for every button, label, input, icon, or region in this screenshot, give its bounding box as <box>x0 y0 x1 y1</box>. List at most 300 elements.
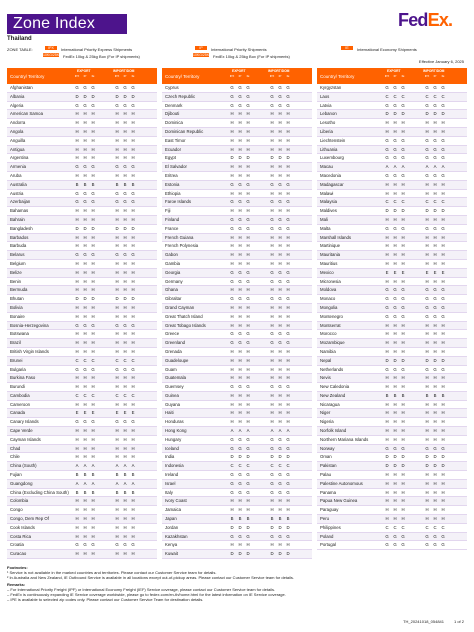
zone-cell: H <box>286 348 290 354</box>
zone-cell: H <box>393 234 397 240</box>
table-row <box>162 436 312 445</box>
country-name: Honduras <box>165 419 184 425</box>
zone-cell: G <box>393 137 397 143</box>
country-name: Morocco <box>320 331 337 337</box>
zone-cell: C <box>230 463 234 469</box>
zone-cell: H <box>238 357 242 363</box>
zone-cell: H <box>131 208 135 214</box>
table-row <box>162 541 312 550</box>
zone-cell: H <box>131 348 135 354</box>
zone-cell: G <box>91 252 95 258</box>
zone-cell: H <box>401 401 405 407</box>
zone-cell: H <box>238 322 242 328</box>
table-row <box>162 260 312 269</box>
zone-cell: H <box>75 243 79 249</box>
service-subheader: IP <box>393 74 397 78</box>
zone-cell: G <box>246 93 250 99</box>
zone-cell: G <box>286 445 290 451</box>
country-name: Bolivia <box>10 304 23 310</box>
zone-cell: H <box>433 410 437 416</box>
zone-cell: H <box>115 260 119 266</box>
zone-cell: H <box>278 392 282 398</box>
zone-cell: H <box>123 401 127 407</box>
table-row <box>162 207 312 216</box>
table-row <box>317 480 467 489</box>
zone-cell: H <box>115 269 119 275</box>
zone-cell: G <box>393 225 397 231</box>
zone-cell: H <box>286 120 290 126</box>
zone-cell: A <box>385 164 389 170</box>
zone-cell: C <box>115 392 119 398</box>
table-row <box>7 436 157 445</box>
zone-cell: G <box>270 216 274 222</box>
zone-cell: H <box>278 348 282 354</box>
zone-cell: G <box>238 533 242 539</box>
zone-cell: H <box>115 401 119 407</box>
zone-cell: A <box>286 428 290 434</box>
service-subheader: IP <box>83 74 87 78</box>
table-row <box>317 524 467 533</box>
zone-cell: H <box>115 146 119 152</box>
zone-cell: H <box>75 172 79 178</box>
zone-cell: H <box>230 260 234 266</box>
zone-cell: A <box>123 480 127 486</box>
country-name: Guyana <box>165 401 181 407</box>
zone-cell: G <box>115 419 119 425</box>
zone-cell: H <box>131 146 135 152</box>
zone-cell: G <box>131 85 135 90</box>
zone-cell: H <box>123 304 127 310</box>
zone-cell: G <box>238 216 242 222</box>
zone-cell: H <box>115 507 119 513</box>
table-row <box>162 295 312 304</box>
zone-cell: B <box>278 516 282 522</box>
zone-cell: C <box>393 93 397 99</box>
zone-cell: H <box>270 392 274 398</box>
zone-cell: D <box>393 208 397 214</box>
country-name: Lithuania <box>320 146 338 152</box>
zone-cell: H <box>83 340 87 346</box>
table-row <box>162 427 312 436</box>
zone-cell: G <box>83 190 87 196</box>
table-row <box>317 181 467 190</box>
zone-cell: E <box>131 410 135 416</box>
zone-cell: H <box>425 340 429 346</box>
service-subheader: IP <box>278 74 282 78</box>
zone-cell: H <box>230 542 234 548</box>
zone-cell: H <box>83 428 87 434</box>
zone-cell: B <box>131 181 135 187</box>
table-row <box>7 163 157 172</box>
zone-cell: H <box>115 243 119 249</box>
zone-cell: G <box>91 85 95 90</box>
remark-2: – FedEx is continuously expanding IE Service coverage worldwide, please go to fedex.com/en-th/home.html for the latest information on IE Service coverage. <box>7 592 286 597</box>
zone-cell: H <box>238 366 242 372</box>
table-row <box>162 524 312 533</box>
zone-cell: H <box>131 128 135 134</box>
zone-cell: G <box>441 296 445 302</box>
zone-cell: H <box>433 489 437 495</box>
zone-cell: B <box>385 392 389 398</box>
table-row <box>317 339 467 348</box>
zone-cell: H <box>270 348 274 354</box>
zone-cell: H <box>270 137 274 143</box>
zone-cell: H <box>433 331 437 337</box>
zone-cell: B <box>83 472 87 478</box>
zone-cell: H <box>230 137 234 143</box>
zone-cell: G <box>270 296 274 302</box>
zone-cell: H <box>270 252 274 258</box>
zone-cell: G <box>393 85 397 90</box>
remark-1: – For International Priority Freight (IPF) or International Economy Freight (IEF) Service coverage, please contact our Customer Service team for details. <box>7 587 276 592</box>
zone-cell: D <box>385 357 389 363</box>
table-row <box>317 251 467 260</box>
zone-cell: H <box>246 111 250 117</box>
zone-cell: H <box>433 480 437 486</box>
table-row <box>162 401 312 410</box>
zone-cell: H <box>230 348 234 354</box>
country-name: Cameroon <box>10 401 31 407</box>
zone-cell: H <box>83 348 87 354</box>
zone-cell: D <box>401 454 405 460</box>
country-name: Grenada <box>165 348 182 354</box>
table-row <box>317 533 467 542</box>
zone-cell: G <box>425 542 429 548</box>
table-row <box>7 251 157 260</box>
table-row <box>317 374 467 383</box>
zone-cell: D <box>441 463 445 469</box>
legend-badge-ipx: IPX <box>45 46 57 50</box>
zone-cell: G <box>393 296 397 302</box>
service-subheader: IE <box>286 74 290 78</box>
zone-cell: E <box>393 269 397 275</box>
zone-cell: G <box>246 85 250 90</box>
page-number: 1 of 2 <box>453 619 464 624</box>
zone-cell: G <box>441 304 445 310</box>
country-name: Papua New Guinea <box>320 498 358 504</box>
zone-cell: D <box>131 93 135 99</box>
zone-cell: A <box>393 164 397 170</box>
zone-cell: H <box>433 216 437 222</box>
zone-cell: G <box>75 190 79 196</box>
country-name: Costa Rica <box>10 533 32 539</box>
country-name: Mali <box>320 216 328 222</box>
zone-cell: H <box>278 410 282 416</box>
zone-cell: G <box>401 155 405 161</box>
zone-cell: H <box>83 516 87 522</box>
zone-cell: D <box>238 155 242 161</box>
zone-cell: H <box>401 216 405 222</box>
zone-cell: G <box>246 199 250 205</box>
table-row <box>162 225 312 234</box>
zone-cell: H <box>83 128 87 134</box>
footnote-2: ² In Australia and New Zealand, IE Outbound Service is available in all locations except out-of-pickup areas. Please contact our Customer Service team for details. <box>7 575 295 580</box>
zone-cell: H <box>441 348 445 354</box>
country-name: Guernsey <box>165 384 184 390</box>
table-row <box>162 198 312 207</box>
zone-cell: H <box>123 155 127 161</box>
zone-cell: H <box>91 304 95 310</box>
zone-cell: D <box>441 208 445 214</box>
zone-cell: H <box>246 164 250 170</box>
zone-cell: H <box>270 260 274 266</box>
zone-cell: G <box>393 102 397 108</box>
zone-cell: H <box>385 260 389 266</box>
service-subheader: IPX <box>269 74 275 78</box>
zone-cell: G <box>433 533 437 539</box>
country-name: Curacao <box>10 551 27 557</box>
zone-cell: G <box>270 340 274 346</box>
country-name: Afghanistan <box>10 85 33 90</box>
zone-cell: H <box>238 498 242 504</box>
zone-cell: G <box>238 269 242 275</box>
zone-cell: G <box>385 102 389 108</box>
zone-cell: G <box>433 287 437 293</box>
country-name: Nevis <box>320 375 331 381</box>
zone-cell: H <box>83 172 87 178</box>
zone-cell: G <box>91 190 95 196</box>
table-row <box>7 93 157 102</box>
table-row <box>162 445 312 454</box>
zone-cell: H <box>75 524 79 530</box>
country-name: Guinea <box>165 392 179 398</box>
country-name: India <box>165 454 175 460</box>
table-row <box>162 269 312 278</box>
zone-cell: G <box>385 287 389 293</box>
zone-cell: H <box>425 243 429 249</box>
zone-cell: A <box>425 164 429 170</box>
zone-cell: H <box>131 507 135 513</box>
footnote-1: ¹ Service is not available in the marked countries and territories. Please contact our Customer Service team for details. <box>7 570 217 575</box>
zone-cell: E <box>385 269 389 275</box>
zone-cell: B <box>131 489 135 495</box>
zone-cell: C <box>123 357 127 363</box>
zone-cell: H <box>246 410 250 416</box>
zone-cell: G <box>238 278 242 284</box>
zone-cell: C <box>238 463 242 469</box>
zone-cell: H <box>115 524 119 530</box>
zone-cell: G <box>230 278 234 284</box>
zone-cell: C <box>433 93 437 99</box>
zone-cell: H <box>425 120 429 126</box>
zone-cell: H <box>278 313 282 319</box>
zone-cell: H <box>433 436 437 442</box>
zone-cell: H <box>131 401 135 407</box>
zone-cell: H <box>425 260 429 266</box>
zone-cell: G <box>83 164 87 170</box>
zone-cell: G <box>131 102 135 108</box>
zone-cell: G <box>238 102 242 108</box>
country-name: Bahamas <box>10 208 29 214</box>
zone-cell: G <box>230 445 234 451</box>
zone-cell: G <box>91 542 95 548</box>
zone-cell: G <box>270 269 274 275</box>
zone-cell: D <box>286 155 290 161</box>
zone-cell: G <box>270 85 274 90</box>
zone-cell: H <box>131 278 135 284</box>
zone-cell: G <box>75 366 79 372</box>
table-row <box>317 348 467 357</box>
zone-cell: G <box>246 340 250 346</box>
zone-cell: H <box>123 208 127 214</box>
zone-cell: H <box>278 243 282 249</box>
zone-cell: H <box>401 489 405 495</box>
zone-cell: H <box>270 498 274 504</box>
zone-cell: H <box>115 155 119 161</box>
zone-cell: D <box>385 463 389 469</box>
zone-cell: G <box>91 199 95 205</box>
zone-cell: G <box>393 313 397 319</box>
zone-cell: G <box>230 384 234 390</box>
country-name: Canary Islands <box>10 419 39 425</box>
zone-cell: H <box>75 384 79 390</box>
country-name: Malta <box>320 225 331 231</box>
zone-cell: H <box>401 278 405 284</box>
zone-cell: H <box>441 243 445 249</box>
column-header <box>162 68 312 84</box>
zone-cell: G <box>270 533 274 539</box>
country-name: Egypt <box>165 155 176 161</box>
service-subheader: IE <box>246 74 250 78</box>
zone-cell: H <box>123 260 127 266</box>
zone-cell: D <box>91 93 95 99</box>
zone-cell: G <box>425 304 429 310</box>
country-name: Haiti <box>165 410 174 416</box>
zone-cell: H <box>433 516 437 522</box>
zone-cell: G <box>425 287 429 293</box>
zone-cell: H <box>83 234 87 240</box>
table-row <box>317 313 467 322</box>
zone-cell: B <box>246 516 250 522</box>
import-header-label: IMPORT/DOM <box>268 69 290 73</box>
zone-cell: E <box>433 269 437 275</box>
zone-cell: C <box>441 524 445 530</box>
zone-cell: G <box>238 331 242 337</box>
zone-cell: G <box>393 542 397 548</box>
zone-cell: H <box>238 419 242 425</box>
table-row <box>7 102 157 111</box>
zone-cell: D <box>75 93 79 99</box>
zone-cell: H <box>425 181 429 187</box>
zone-cell: H <box>75 375 79 381</box>
country-name: Guam <box>165 366 177 372</box>
table-row <box>7 541 157 550</box>
country-name: Brazil <box>10 340 21 346</box>
zone-cell: H <box>385 216 389 222</box>
table-row <box>7 462 157 471</box>
zone-cell: B <box>91 181 95 187</box>
zone-cell: G <box>230 181 234 187</box>
zone-cell: G <box>286 472 290 478</box>
zone-cell: G <box>270 331 274 337</box>
zone-cell: C <box>91 392 95 398</box>
zone-cell: H <box>115 313 119 319</box>
zone-cell: D <box>75 225 79 231</box>
country-name: Lebanon <box>320 111 337 117</box>
country-name: Greenland <box>165 340 186 346</box>
service-subheader: IE <box>131 74 135 78</box>
zone-cell: H <box>385 348 389 354</box>
zone-cell: G <box>286 269 290 275</box>
zone-cell: H <box>278 146 282 152</box>
zone-cell: G <box>123 199 127 205</box>
service-subheader: IPX <box>74 74 80 78</box>
zone-cell: G <box>425 225 429 231</box>
zone-cell: D <box>246 524 250 530</box>
table-row <box>7 339 157 348</box>
zone-cell: H <box>75 533 79 539</box>
zone-cell: H <box>393 436 397 442</box>
zone-cell: G <box>246 216 250 222</box>
zone-cell: G <box>91 164 95 170</box>
zone-cell: G <box>441 155 445 161</box>
zone-cell: G <box>441 542 445 548</box>
zone-cell: H <box>246 208 250 214</box>
zone-cell: H <box>75 128 79 134</box>
zone-cell: H <box>433 384 437 390</box>
country-name: Guangdong <box>10 480 33 486</box>
zone-cell: H <box>393 260 397 266</box>
zone-cell: G <box>131 322 135 328</box>
zone-cell: C <box>393 524 397 530</box>
zone-cell: H <box>385 516 389 522</box>
zone-cell: H <box>131 120 135 126</box>
country-name: Malaysia <box>320 199 337 205</box>
country-name: Mauritius <box>320 260 338 266</box>
zone-cell: H <box>83 445 87 451</box>
zone-cell: G <box>278 278 282 284</box>
zone-cell: H <box>286 234 290 240</box>
zone-cell: H <box>385 190 389 196</box>
country-name: Paraguay <box>320 507 339 513</box>
zone-cell: G <box>425 313 429 319</box>
zone-cell: H <box>393 128 397 134</box>
effective-date: Effective January 6, 2025 <box>418 59 464 64</box>
zone-cell: H <box>393 419 397 425</box>
zone-cell: H <box>278 401 282 407</box>
zone-cell: H <box>270 507 274 513</box>
zone-cell: G <box>230 489 234 495</box>
zone-cell: B <box>75 489 79 495</box>
zone-cell: H <box>115 436 119 442</box>
zone-cell: H <box>123 428 127 434</box>
zone-cell: G <box>425 146 429 152</box>
zone-cell: G <box>286 533 290 539</box>
zone-cell: H <box>401 472 405 478</box>
table-row <box>317 304 467 313</box>
zone-cell: H <box>83 120 87 126</box>
zone-cell: H <box>278 164 282 170</box>
zone-cell: H <box>91 260 95 266</box>
country-name: Kuwait <box>165 551 178 557</box>
zone-cell: D <box>385 208 389 214</box>
zone-cell: G <box>75 542 79 548</box>
zone-cell: H <box>230 419 234 425</box>
zone-cell: H <box>425 252 429 258</box>
zone-cell: H <box>83 137 87 143</box>
zone-cell: H <box>393 498 397 504</box>
table-row <box>317 216 467 225</box>
table-row <box>317 418 467 427</box>
zone-cell: H <box>385 322 389 328</box>
zone-cell: B <box>230 516 234 522</box>
country-name: Antigua <box>10 146 25 152</box>
country-name: Oman <box>320 454 332 460</box>
table-row <box>7 427 157 436</box>
table-row <box>7 453 157 462</box>
country-name: Azerbaijan <box>10 199 31 205</box>
zone-cell: G <box>441 225 445 231</box>
